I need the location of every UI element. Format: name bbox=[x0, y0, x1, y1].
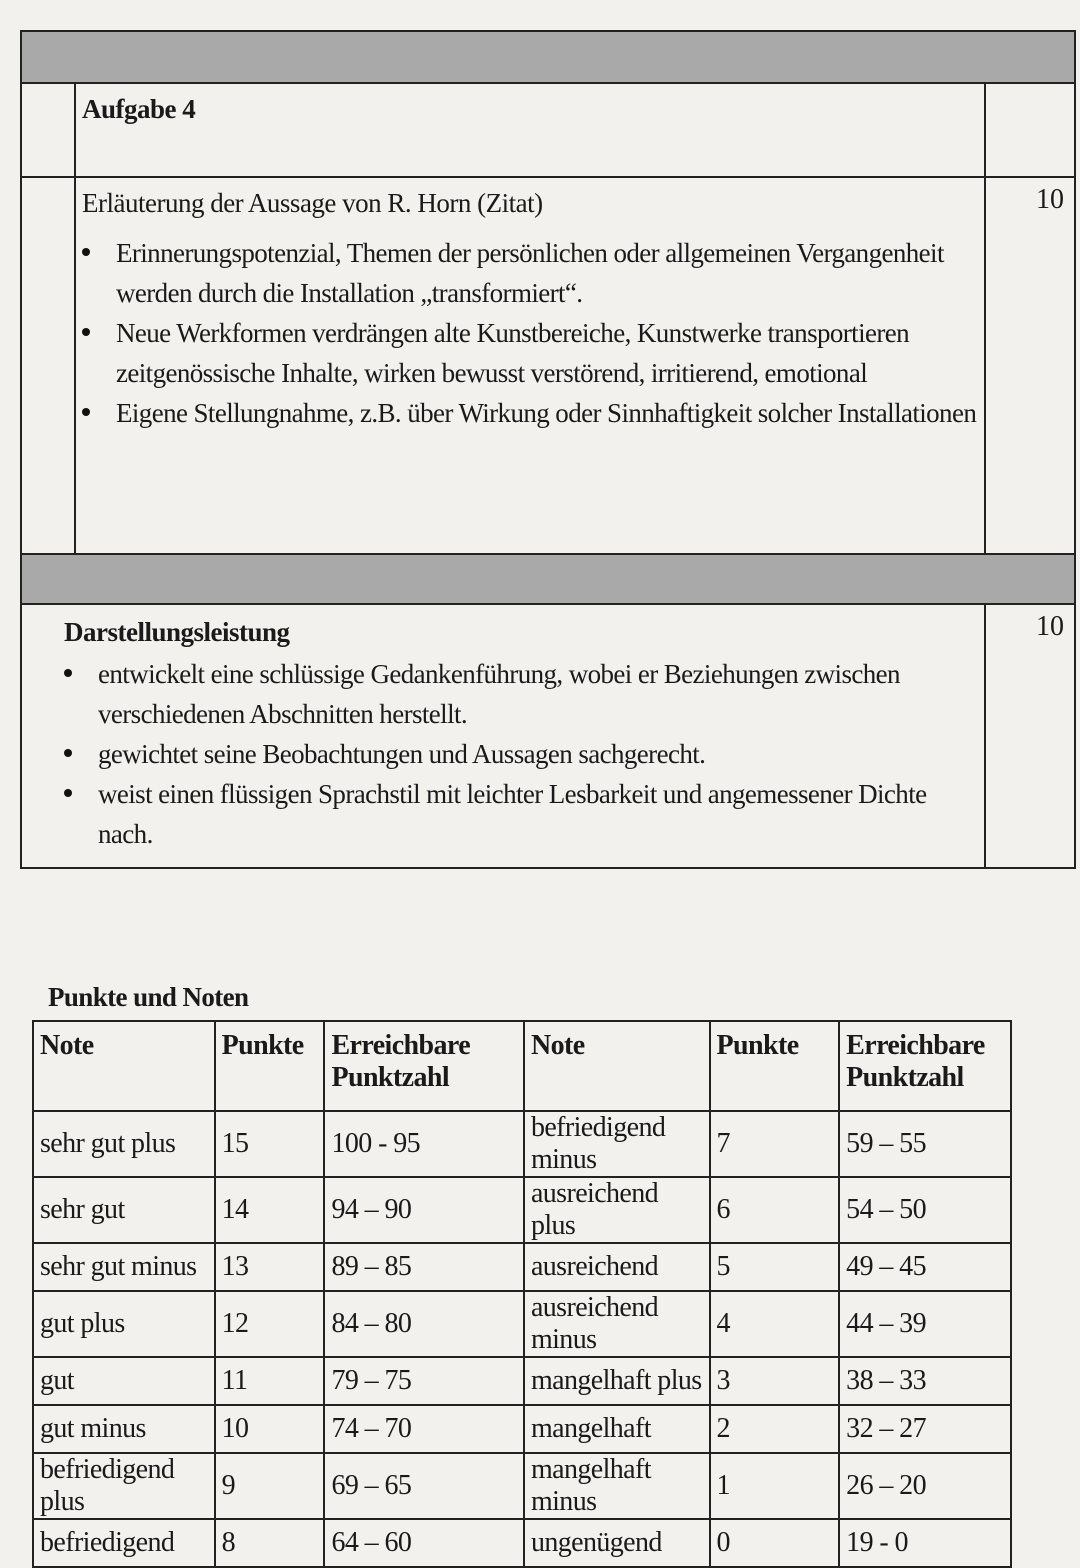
presentation-bullet-list bbox=[64, 654, 978, 854]
table-row: gut minus 10 74 – 70 mangelhaft 2 32 – 27 bbox=[33, 1405, 1011, 1453]
task-heading: Aufgabe 4 bbox=[82, 94, 196, 124]
presentation-score: 10 bbox=[1036, 611, 1064, 642]
list-item: gewichtet seine Beobachtungen und Aussagen sachgerecht. bbox=[94, 734, 978, 774]
column-header: Punkte bbox=[215, 1021, 325, 1111]
table-row: sehr gut minus 13 89 – 85 ausreichend 5 49 – 45 bbox=[33, 1243, 1011, 1291]
task-heading-row bbox=[22, 84, 1074, 178]
table-row: sehr gut plus 15 100 - 95 befriedigend minus 7 59 – 55 bbox=[33, 1111, 1011, 1177]
bullet-icon bbox=[82, 408, 90, 416]
rubric-separator-bar bbox=[22, 553, 1074, 605]
bullet-icon bbox=[64, 749, 72, 757]
task-bullet-list bbox=[82, 233, 978, 433]
list-item: Neue Werkformen verdrängen alte Kunstbereiche, Kunstwerke transportieren zeitgenössische Inhalte, wirken bewusst verstörend, irritierend, emotional bbox=[112, 313, 978, 393]
table-row: gut 11 79 – 75 mangelhaft plus 3 38 – 33 bbox=[33, 1357, 1011, 1405]
list-item: entwickelt eine schlüssige Gedankenführung, wobei er Beziehungen zwischen verschiedenen Abschnitten herstellt. bbox=[94, 654, 978, 734]
bullet-icon bbox=[82, 248, 90, 256]
column-header: Erreichbare Punktzahl bbox=[324, 1021, 523, 1111]
presentation-heading: Darstellungsleistung bbox=[64, 617, 290, 647]
table-header-row bbox=[33, 1021, 1011, 1111]
column-header: Note bbox=[524, 1021, 710, 1111]
table-row: sehr gut 14 94 – 90 ausreichend plus 6 54 – 50 bbox=[33, 1177, 1011, 1243]
grade-table bbox=[32, 1020, 1012, 1568]
bullet-icon bbox=[64, 669, 72, 677]
table-row: befriedigend plus 9 69 – 65 mangelhaft minus 1 26 – 20 bbox=[33, 1453, 1011, 1519]
list-item: weist einen flüssigen Sprachstil mit leichter Lesbarkeit und angemessener Dichte nach. bbox=[94, 774, 978, 854]
rubric-table bbox=[20, 30, 1076, 869]
presentation-row bbox=[22, 605, 1074, 867]
bullet-icon bbox=[64, 789, 72, 797]
task-criteria-row bbox=[22, 178, 1074, 553]
column-header: Note bbox=[33, 1021, 215, 1111]
rubric-header-bar bbox=[22, 32, 1074, 84]
grade-table-title: Punkte und Noten bbox=[48, 982, 249, 1012]
column-header: Erreichbare Punktzahl bbox=[839, 1021, 1011, 1111]
table-row: gut plus 12 84 – 80 ausreichend minus 4 44 – 39 bbox=[33, 1291, 1011, 1357]
list-item: Erinnerungspotenzial, Themen der persönlichen oder allgemeinen Vergangenheit werden durch die Installation „transformiert“. bbox=[112, 233, 978, 313]
column-header: Punkte bbox=[710, 1021, 840, 1111]
bullet-icon bbox=[82, 328, 90, 336]
task-subheading: Erläuterung der Aussage von R. Horn (Zitat) bbox=[82, 188, 543, 218]
table-row: befriedigend 8 64 – 60 ungenügend 0 19 - 0 bbox=[33, 1519, 1011, 1567]
list-item: Eigene Stellungnahme, z.B. über Wirkung oder Sinnhaftigkeit solcher Installationen bbox=[112, 393, 978, 433]
task-score: 10 bbox=[1036, 184, 1064, 215]
